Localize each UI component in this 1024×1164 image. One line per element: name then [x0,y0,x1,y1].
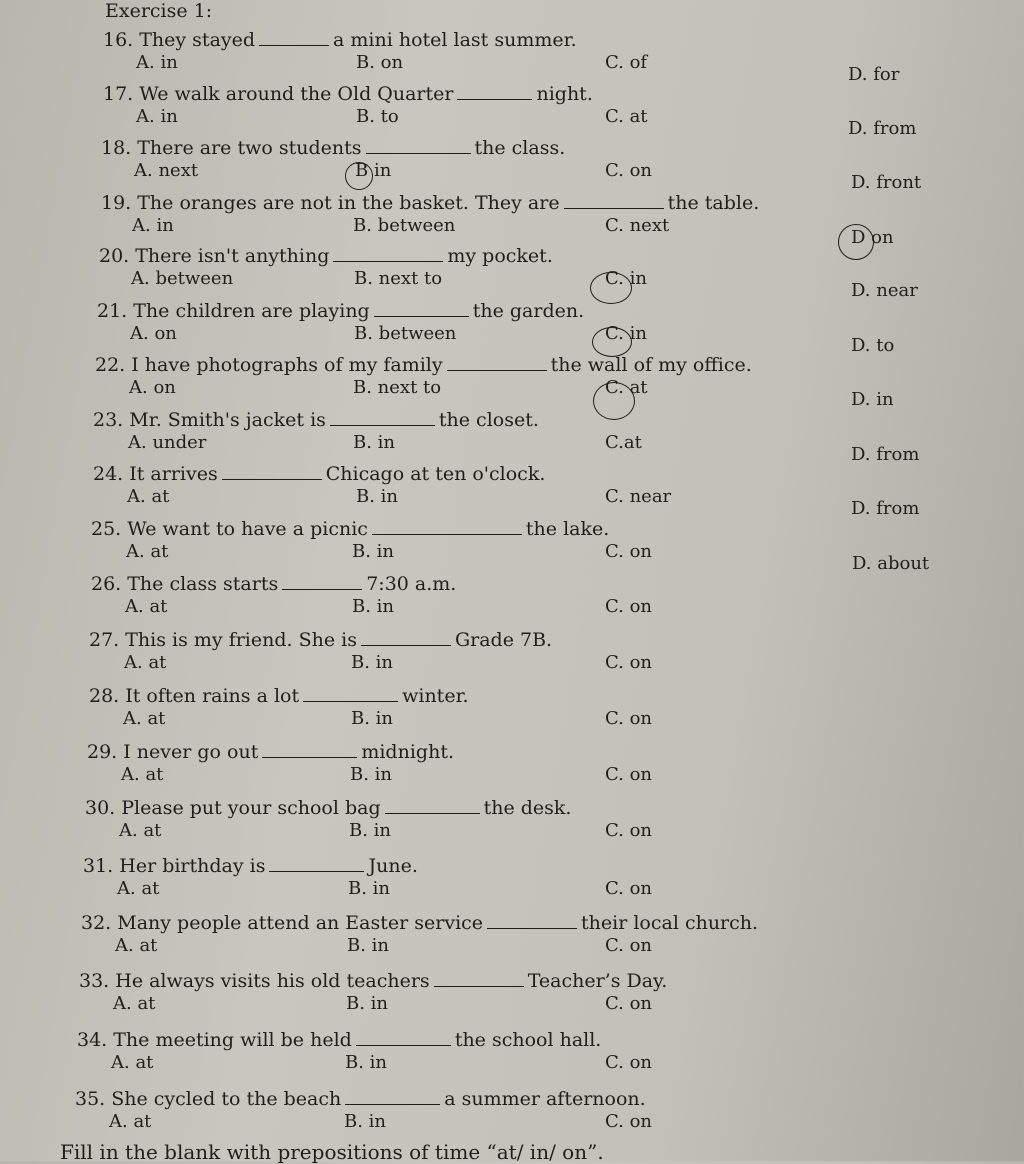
answer-option[interactable]: D. about [852,553,930,574]
answer-option[interactable]: A. on [129,377,176,398]
answer-blank[interactable] [333,242,443,262]
answer-option[interactable]: C. at [605,106,648,127]
answer-option[interactable]: C. on [605,541,653,562]
answer-option[interactable]: A. at [115,935,158,956]
answer-blank[interactable] [457,80,532,100]
question-text-after: the desk. [483,797,572,819]
answer-option[interactable]: B. in [351,652,394,673]
answer-option[interactable]: C. in [605,268,647,289]
answer-blank[interactable] [345,1085,440,1105]
answer-option[interactable]: C. next [605,215,670,236]
answer-option[interactable]: B. in [348,878,391,899]
question-stem [79,967,667,992]
question-text-after: a mini hotel last summer. [333,29,577,51]
answer-option[interactable]: C. of [605,52,648,73]
question-text-after: 7:30 a.m. [366,573,457,595]
answer-option[interactable]: B. between [354,323,457,344]
answer-option[interactable]: A. at [109,1111,152,1132]
answer-option[interactable]: A. at [127,486,170,507]
question-text: 26. The class starts [91,573,279,595]
question-text: 27. This is my friend. She is [89,629,357,651]
answer-option[interactable]: C. on [605,878,653,899]
answer-option[interactable]: D. for [848,64,900,85]
answer-option[interactable]: B. in [352,596,395,617]
answer-option[interactable]: A. in [136,106,178,127]
answer-option[interactable]: C. on [605,764,653,785]
question-stem [103,26,577,51]
exercise-title: Exercise 1: [105,0,213,22]
answer-option[interactable]: A. at [126,541,169,562]
answer-blank[interactable] [356,1026,451,1046]
question-stem [91,570,456,595]
question-text: 31. Her birthday is [83,855,266,877]
question-stem [81,909,758,934]
answer-option[interactable]: B. next to [354,268,443,289]
answer-option[interactable]: C. on [605,935,653,956]
question-text: 30. Please put your school bag [85,797,381,819]
answer-option[interactable]: C. on [605,820,653,841]
question-text-after: the table. [667,192,760,214]
question-stem [103,80,593,105]
next-exercise-instruction: Fill in the blank with prepositions of time “at/ in/ on”. [60,1140,604,1164]
answer-blank[interactable] [366,134,471,154]
question-text-after: midnight. [361,741,454,763]
answer-blank[interactable] [282,570,362,590]
answer-option[interactable]: D on [851,227,894,248]
answer-option[interactable]: A. at [113,993,156,1014]
question-stem [89,682,469,707]
question-text-after: the garden. [472,300,585,322]
question-stem [89,626,552,651]
question-text: 28. It often rains a lot [89,685,300,707]
answer-option[interactable]: D. front [851,172,922,193]
question-text: 16. They stayed [103,29,256,51]
question-text: 22. I have photographs of my family [95,354,443,376]
question-text-after: a summer afternoon. [444,1088,646,1110]
question-stem [101,189,759,214]
answer-blank[interactable] [564,189,664,209]
question-text: 20. There isn't anything [99,245,330,267]
question-text: 32. Many people attend an Easter service [81,912,484,934]
answer-blank[interactable] [303,682,398,702]
question-text: 18. There are two students [101,137,362,159]
answer-option[interactable]: C. near [605,486,672,507]
question-text: 24. It arrives [93,463,218,485]
answer-option[interactable]: C. on [605,596,653,617]
answer-option[interactable]: A. on [130,323,177,344]
answer-blank[interactable] [262,738,357,758]
question-text: 19. The oranges are not in the basket. They are [101,192,560,214]
answer-option[interactable]: C. on [605,708,653,729]
answer-option[interactable]: B. in [352,541,395,562]
question-text-after: Grade 7B. [454,629,553,651]
question-text: 25. We want to have a picnic [91,518,368,540]
question-text: 17. We walk around the Old Quarter [103,83,454,105]
answer-option[interactable]: A. between [131,268,234,289]
answer-circle-mark [345,162,373,190]
question-stem [83,852,418,877]
answer-option[interactable]: A. at [125,596,168,617]
question-text-after: Teacher’s Day. [527,970,668,992]
answer-blank[interactable] [434,967,524,987]
question-stem [87,738,454,763]
question-stem [77,1026,601,1051]
answer-blank[interactable] [372,515,522,535]
answer-option[interactable]: A. next [134,160,199,181]
answer-option[interactable]: C. on [605,652,653,673]
question-text-after: the wall of my office. [550,354,752,376]
question-text-after: the class. [474,137,566,159]
question-stem [91,515,609,540]
question-text-after: their local church. [581,912,759,934]
answer-circle-mark [590,272,632,304]
answer-option[interactable]: C. on [605,1052,653,1073]
question-text: 35. She cycled to the beach [75,1088,342,1110]
answer-option[interactable]: C. on [605,1111,653,1132]
answer-option[interactable]: D. near [851,280,918,301]
answer-option[interactable]: A. under [128,432,207,453]
question-stem [93,460,545,485]
question-stem [101,134,565,159]
answer-option[interactable]: A. at [111,1052,154,1073]
question-text-after: night. [536,83,593,105]
answer-option[interactable]: B. in [344,1111,387,1132]
question-stem [75,1085,646,1110]
answer-option[interactable]: D. in [851,389,894,410]
answer-option[interactable]: B. in [353,432,396,453]
answer-option[interactable]: D. from [851,498,920,519]
answer-option[interactable]: A. in [132,215,174,236]
answer-option[interactable]: B. next to [353,377,442,398]
question-text: 21. The children are playing [97,300,370,322]
answer-option[interactable]: D. from [848,118,917,139]
answer-option[interactable]: B. on [356,52,404,73]
answer-blank[interactable] [222,460,322,480]
question-stem [99,242,553,267]
answer-option[interactable]: B. between [353,215,456,236]
question-text-after: the lake. [525,518,610,540]
answer-option[interactable]: A. at [117,878,160,899]
answer-option[interactable]: B. in [350,764,393,785]
question-text: 23. Mr. Smith's jacket is [93,409,326,431]
answer-option[interactable]: D. to [851,335,895,356]
question-text-after: June. [368,855,418,877]
question-text-after: my pocket. [447,245,553,267]
answer-option[interactable]: C.at [605,432,642,453]
question-text: 33. He always visits his old teachers [79,970,430,992]
answer-circle-mark [838,224,874,260]
answer-option[interactable]: C. on [605,160,653,181]
question-stem [95,351,752,376]
answer-option[interactable]: C. on [605,993,653,1014]
question-text-after: winter. [402,685,469,707]
answer-option[interactable]: B. in [347,935,390,956]
answer-option[interactable]: A. at [121,764,164,785]
question-text: 29. I never go out [87,741,259,763]
answer-blank[interactable] [447,351,547,371]
answer-option[interactable]: C. at [605,377,648,398]
answer-option[interactable]: B in [355,160,392,181]
answer-blank[interactable] [385,794,480,814]
answer-option[interactable]: B. in [351,708,394,729]
answer-circle-mark [593,382,635,420]
answer-option[interactable]: A. at [119,820,162,841]
answer-option[interactable]: B. in [349,820,392,841]
question-stem [93,406,539,431]
answer-option[interactable]: A. in [136,52,178,73]
answer-option[interactable]: B. in [356,486,399,507]
answer-option[interactable]: B. to [356,106,399,127]
answer-option[interactable]: D. from [851,444,920,465]
question-text-after: the closet. [438,409,539,431]
answer-blank[interactable] [487,909,577,929]
answer-blank[interactable] [330,406,435,426]
answer-blank[interactable] [259,26,329,46]
answer-circle-mark [592,327,632,357]
answer-option[interactable]: B. in [345,1052,388,1073]
answer-option[interactable]: C. in [605,323,647,344]
question-text: 34. The meeting will be held [77,1029,352,1051]
answer-option[interactable]: A. at [123,708,166,729]
answer-option[interactable]: A. at [124,652,167,673]
answer-blank[interactable] [374,297,469,317]
answer-blank[interactable] [361,626,451,646]
question-text-after: the school hall. [454,1029,602,1051]
answer-option[interactable]: B. in [346,993,389,1014]
question-stem [85,794,571,819]
question-text-after: Chicago at ten o'clock. [325,463,546,485]
answer-blank[interactable] [269,852,364,872]
question-stem [97,297,584,322]
